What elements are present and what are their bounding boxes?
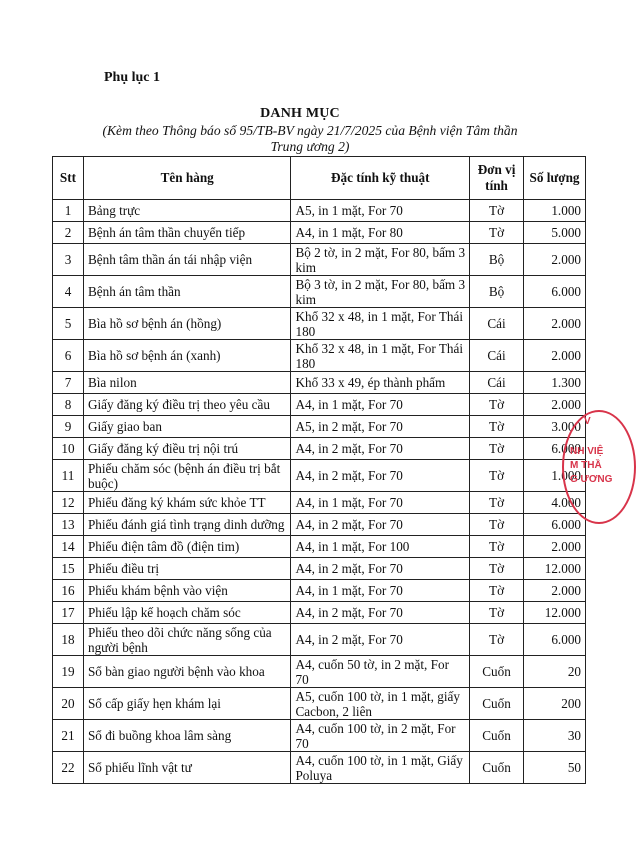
quantity-cell: 5.000 [524, 222, 586, 244]
row-number: 13 [53, 514, 84, 536]
specification-cell: A5, cuốn 100 tờ, in 1 mặt, giấy Cacbon, 2 liên [291, 688, 470, 720]
unit-cell: Tờ [470, 438, 524, 460]
unit-cell: Tờ [470, 394, 524, 416]
specification-cell: A4, in 2 mặt, For 70 [291, 558, 470, 580]
stamp-text: NH VIỆ [570, 446, 604, 457]
quantity-cell: 20 [524, 656, 586, 688]
unit-cell: Bộ [470, 276, 524, 308]
quantity-cell: 12.000 [524, 558, 586, 580]
table-row [53, 244, 586, 276]
specification-cell: Bộ 2 tờ, in 2 mặt, For 80, bấm 3 kim [291, 244, 470, 276]
unit-cell: Cuốn [470, 752, 524, 784]
specification-cell: A4, cuốn 100 tờ, in 1 mặt, Giấy Poluya [291, 752, 470, 784]
quantity-cell: 2.000 [524, 580, 586, 602]
table-row [53, 580, 586, 602]
table-row [53, 602, 586, 624]
item-name-cell: Bìa hồ sơ bệnh án (xanh) [83, 340, 291, 372]
table-row [53, 394, 586, 416]
table-row [53, 492, 586, 514]
table-row [53, 416, 586, 438]
specification-cell: A4, in 1 mặt, For 70 [291, 394, 470, 416]
unit-cell: Cuốn [470, 688, 524, 720]
stamp-text: V [584, 416, 591, 427]
specification-cell: A4, in 2 mặt, For 70 [291, 602, 470, 624]
unit-cell: Cái [470, 340, 524, 372]
quantity-cell: 50 [524, 752, 586, 784]
row-number: 12 [53, 492, 84, 514]
item-name-cell: Bảng trực [83, 200, 291, 222]
row-number: 8 [53, 394, 84, 416]
item-name-cell: Bệnh án tâm thần [83, 276, 291, 308]
item-name-cell: Giấy đăng ký điều trị theo yêu cầu [83, 394, 291, 416]
unit-cell: Tờ [470, 492, 524, 514]
row-number: 19 [53, 656, 84, 688]
specification-cell: A4, in 2 mặt, For 70 [291, 514, 470, 536]
specification-cell: A4, in 1 mặt, For 70 [291, 492, 470, 514]
unit-cell: Tờ [470, 558, 524, 580]
quantity-cell: 30 [524, 720, 586, 752]
row-number: 6 [53, 340, 84, 372]
item-name-cell: Phiếu lập kế hoạch chăm sóc [83, 602, 291, 624]
row-number: 3 [53, 244, 84, 276]
document-title: DANH MỤC [260, 106, 340, 121]
table-row [53, 558, 586, 580]
table-row [53, 438, 586, 460]
row-number: 21 [53, 720, 84, 752]
specification-cell: Khổ 33 x 49, ép thành phẩm [291, 372, 470, 394]
table-row [53, 514, 586, 536]
row-number: 15 [53, 558, 84, 580]
item-name-cell: Sổ cấp giấy hẹn khám lại [83, 688, 291, 720]
row-number: 1 [53, 200, 84, 222]
unit-cell: Tờ [470, 200, 524, 222]
specification-cell: A4, cuốn 50 tờ, in 2 mặt, For 70 [291, 656, 470, 688]
specification-cell: Khổ 32 x 48, in 1 mặt, For Thái 180 [291, 308, 470, 340]
specification-cell: A4, in 2 mặt, For 70 [291, 460, 470, 492]
specification-cell: A5, in 2 mặt, For 70 [291, 416, 470, 438]
table-row [53, 222, 586, 244]
row-number: 5 [53, 308, 84, 340]
row-number: 7 [53, 372, 84, 394]
quantity-cell: 2.000 [524, 308, 586, 340]
item-name-cell: Giấy giao ban [83, 416, 291, 438]
row-number: 4 [53, 276, 84, 308]
table-row [53, 656, 586, 688]
specification-cell: Khổ 32 x 48, in 1 mặt, For Thái 180 [291, 340, 470, 372]
item-name-cell: Sổ đi buồng khoa lâm sàng [83, 720, 291, 752]
quantity-cell: 6.000 [524, 514, 586, 536]
unit-cell: Tờ [470, 222, 524, 244]
specification-cell: A4, in 1 mặt, For 80 [291, 222, 470, 244]
row-number: 17 [53, 602, 84, 624]
table-row [53, 460, 586, 492]
quantity-cell: 2.000 [524, 244, 586, 276]
item-name-cell: Bệnh án tâm thần chuyển tiếp [83, 222, 291, 244]
item-name-cell: Phiếu điều trị [83, 558, 291, 580]
table-row [53, 752, 586, 784]
unit-cell: Cuốn [470, 720, 524, 752]
header-quantity: Số lượng [524, 157, 586, 200]
quantity-cell: 6.000 [524, 438, 586, 460]
items-table [52, 156, 586, 784]
specification-cell: A5, in 1 mặt, For 70 [291, 200, 470, 222]
table-row [53, 276, 586, 308]
item-name-cell: Phiếu đăng ký khám sức khỏe TT [83, 492, 291, 514]
quantity-cell: 1.300 [524, 372, 586, 394]
unit-cell: Tờ [470, 536, 524, 558]
item-name-cell: Bìa hồ sơ bệnh án (hồng) [83, 308, 291, 340]
header-unit: Đơn vị tính [470, 157, 524, 200]
header-item-name: Tên hàng [83, 157, 291, 200]
specification-cell: Bộ 3 tờ, in 2 mặt, For 80, bấm 3 kim [291, 276, 470, 308]
item-name-cell: Phiếu điện tâm đồ (điện tim) [83, 536, 291, 558]
unit-cell: Tờ [470, 624, 524, 656]
unit-cell: Cái [470, 308, 524, 340]
row-number: 16 [53, 580, 84, 602]
quantity-cell: 2.000 [524, 340, 586, 372]
row-number: 20 [53, 688, 84, 720]
table-row [53, 340, 586, 372]
row-number: 14 [53, 536, 84, 558]
stamp-text: G ƯƠNG [570, 474, 613, 485]
item-name-cell: Phiếu chăm sóc (bệnh án điều trị bắt buộc) [83, 460, 291, 492]
stamp-text: M THẦ [570, 460, 602, 471]
unit-cell: Tờ [470, 580, 524, 602]
table-row [53, 308, 586, 340]
quantity-cell: 1.000 [524, 460, 586, 492]
specification-cell: A4, in 2 mặt, For 70 [291, 624, 470, 656]
item-name-cell: Bìa nilon [83, 372, 291, 394]
row-number: 11 [53, 460, 84, 492]
row-number: 22 [53, 752, 84, 784]
item-name-cell: Phiếu khám bệnh vào viện [83, 580, 291, 602]
specification-cell: A4, in 1 mặt, For 100 [291, 536, 470, 558]
quantity-cell: 3.000 [524, 416, 586, 438]
header-specification: Đặc tính kỹ thuật [291, 157, 470, 200]
unit-cell: Cuốn [470, 656, 524, 688]
official-stamp [562, 410, 636, 524]
specification-cell: A4, in 2 mặt, For 70 [291, 438, 470, 460]
quantity-cell: 1.000 [524, 200, 586, 222]
unit-cell: Tờ [470, 514, 524, 536]
document-subtitle: (Kèm theo Thông báo số 95/TB-BV ngày 21/7/2025 của Bệnh viện Tâm thần Trung ương 2) [102, 123, 518, 154]
header-stt: Stt [53, 157, 84, 200]
row-number: 2 [53, 222, 84, 244]
table-row [53, 688, 586, 720]
table-header-row [53, 157, 586, 200]
table-row [53, 372, 586, 394]
table-row [53, 720, 586, 752]
quantity-cell: 2.000 [524, 536, 586, 558]
table-row [53, 624, 586, 656]
item-name-cell: Bệnh tâm thần án tái nhập viện [83, 244, 291, 276]
specification-cell: A4, in 1 mặt, For 70 [291, 580, 470, 602]
quantity-cell: 2.000 [524, 394, 586, 416]
quantity-cell: 4.000 [524, 492, 586, 514]
table-row [53, 200, 586, 222]
item-name-cell: Phiếu theo dõi chức năng sống của người bệnh [83, 624, 291, 656]
table-row [53, 536, 586, 558]
appendix-label: Phụ lục 1 [104, 70, 161, 85]
row-number: 9 [53, 416, 84, 438]
unit-cell: Tờ [470, 602, 524, 624]
unit-cell: Bộ [470, 244, 524, 276]
unit-cell: Tờ [470, 460, 524, 492]
row-number: 10 [53, 438, 84, 460]
specification-cell: A4, cuốn 100 tờ, in 2 mặt, For 70 [291, 720, 470, 752]
unit-cell: Tờ [470, 416, 524, 438]
quantity-cell: 6.000 [524, 624, 586, 656]
row-number: 18 [53, 624, 84, 656]
item-name-cell: Phiếu đánh giá tình trạng dinh dưỡng [83, 514, 291, 536]
quantity-cell: 6.000 [524, 276, 586, 308]
quantity-cell: 12.000 [524, 602, 586, 624]
item-name-cell: Sổ phiếu lĩnh vật tư [83, 752, 291, 784]
item-name-cell: Sổ bàn giao người bệnh vào khoa [83, 656, 291, 688]
unit-cell: Cái [470, 372, 524, 394]
quantity-cell: 200 [524, 688, 586, 720]
item-name-cell: Giấy đăng ký điều trị nội trú [83, 438, 291, 460]
